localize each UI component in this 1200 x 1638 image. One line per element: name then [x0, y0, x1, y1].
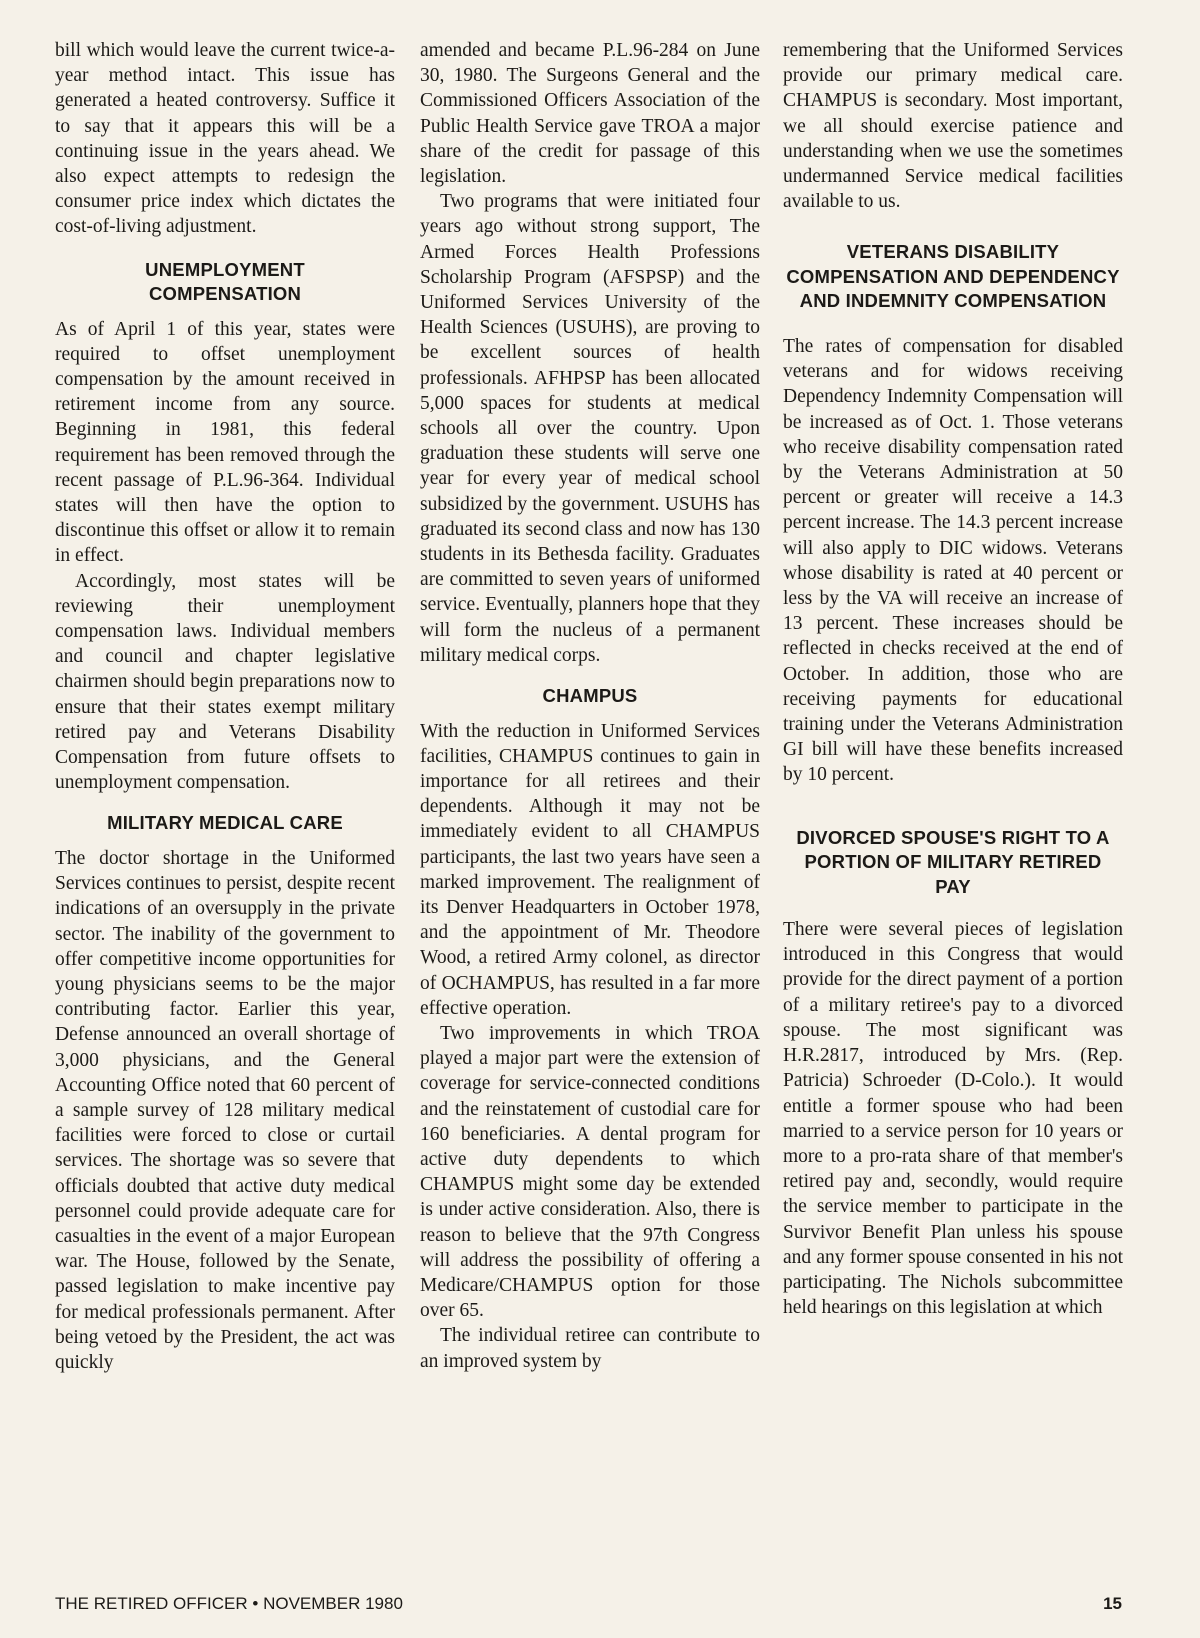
publication-title: THE RETIRED OFFICER • NOVEMBER 1980: [55, 1594, 403, 1613]
column-3: [783, 38, 1123, 1320]
paragraph: Two programs that were initiated four years ago without strong support, The Armed Forces Health Professions Scholarship Program (AFSPSP) and the Uniformed Services University of the Health Sciences (USUHS), are proving to be excellent sources of health professionals. AFHPSP has been allocated 5,000 spaces for students at medical schools all over the country. Upon graduation these students will serve one year for every year of medical school subsidized by the government. USUHS has graduated its second class and now has 130 students in its Bethesda facility. Graduates are committed to seven years of uniformed service. Eventually, planners hope that they will form the nucleus of a permanent military medical corps.: [420, 191, 760, 666]
section-heading-champus: CHAMPUS: [542, 685, 638, 707]
paragraph: The doctor shortage in the Uniformed Services continues to persist, despite recent indications of an oversupply in the private sector. The inability of the government to offer competitive income opportunities for young physicians seems to be the major contributing factor. Earlier this year, Defense announced an overall shortage of 3,000 physicians, and the General Accounting Office noted that 60 percent of a sample survey of 128 military medical facilities were forced to close or curtail services. The shortage was so severe that officials doubted that active duty medical personnel could provide adequate care for casualties in the event of a major European war. The House, followed by the Senate, passed legislation to make incentive pay for medical professionals permanent. After being vetoed by the President, the act was quickly: [55, 847, 395, 1374]
paragraph: There were several pieces of legislation introduced in this Congress that would provide for the direct payment of a portion of a military retiree's pay to a divorced spouse. The most significant was H.R.2817, introduced by Mrs. (Rep. Patricia) Schroeder (D-Colo.). It would entitle a former spouse who had been married to a service person for 10 years or more to a pro-rata share of that member's retired pay and, secondly, would require the service member to participate in the Survivor Benefit Plan unless his spouse and any former spouse consented in his not participating. The Nichols subcommittee held hearings on this legislation at which: [783, 919, 1123, 1319]
paragraph: bill which would leave the current twice-a-year method intact. This issue has generated a heated controversy. Suffice it to say that it appears this will be a continuing issue in the years ahead. We also expect attempts to redesign the consumer price index which dictates the cost-of-living adjustment.: [55, 40, 395, 238]
paragraph: Two improvements in which TROA played a major part were the extension of coverage for service-connected conditions and the reinstatement of custodial care for 160 beneficiaries. A dental program for active duty dependents to which CHAMPUS might some day be extended is under active consideration. Also, there is reason to believe that the 97th Congress will address the possibility of offering a Medicare/CHAMPUS option for those over 65.: [420, 1023, 760, 1322]
section-heading-medical-care: MILITARY MEDICAL CARE: [107, 812, 343, 834]
paragraph: amended and became P.L.96-284 on June 30, 1980. The Surgeons General and the Commissioned Officers Association of the Public Health Service gave TROA a major share of the credit for passage of this legislation.: [420, 40, 760, 188]
paragraph: The individual retiree can contribute to an improved system by: [420, 1325, 760, 1372]
section-heading-divorced-spouse: DIVORCED SPOUSE'S RIGHT TO A PORTION OF MILITARY RETIRED PAY: [796, 826, 1110, 897]
section-heading-veterans-disability: VETERANS DISABILITY COMPENSATION AND DEPENDENCY AND INDEMNITY COMPENSATION: [786, 241, 1120, 312]
paragraph: Accordingly, most states will be reviewing their unemployment compensation laws. Individual members and council and chapter legislative chairmen should begin preparations now to ensure that their states exempt military retired pay and Veterans Disability Compensation from future offsets to unemployment compensation.: [55, 570, 395, 794]
column-2: [420, 38, 760, 1374]
page-number: 15: [1103, 1594, 1122, 1613]
paragraph: With the reduction in Uniformed Services facilities, CHAMPUS continues to gain in importance for all retirees and their dependents. Although it may not be immediately evident to all CHAMPUS participants, the last two years have seen a marked improvement. The realignment of its Denver Headquarters in October 1978, and the appointment of Mr. Theodore Wood, a retired Army colonel, as director of OCHAMPUS, has resulted in a far more effective operation.: [420, 720, 760, 1019]
paragraph: The rates of compensation for disabled veterans and for widows receiving Dependency Indemnity Compensation will be increased as of Oct. 1. Those veterans who receive disability compensation rated by the Veterans Administration at 50 percent or greater will receive a 14.3 percent increase. The 14.3 percent increase will also apply to DIC widows. Veterans whose disability is rated at 40 percent or less by the VA will receive an increase of 13 percent. These increases should be reflected in checks received at the end of October. In addition, those who are receiving payments for educational training under the Veterans Administration GI bill will have these benefits increased by 10 percent.: [783, 335, 1123, 786]
paragraph: As of April 1 of this year, states were required to offset unemployment compensation by the amount received in retirement income from any source. Beginning in 1981, this federal requirement has been removed through the recent passage of P.L.96-364. Individual states will then have the option to discontinue this offset or allow it to remain in effect.: [55, 318, 395, 567]
paragraph: remembering that the Uniformed Services provide our primary medical care. CHAMPUS is secondary. Most important, we all should exercise patience and understanding when we use the sometimes undermanned Service medical facilities available to us.: [783, 40, 1123, 213]
column-1: [55, 38, 395, 1375]
section-heading-unemployment: UNEMPLOYMENT COMPENSATION: [145, 258, 305, 305]
